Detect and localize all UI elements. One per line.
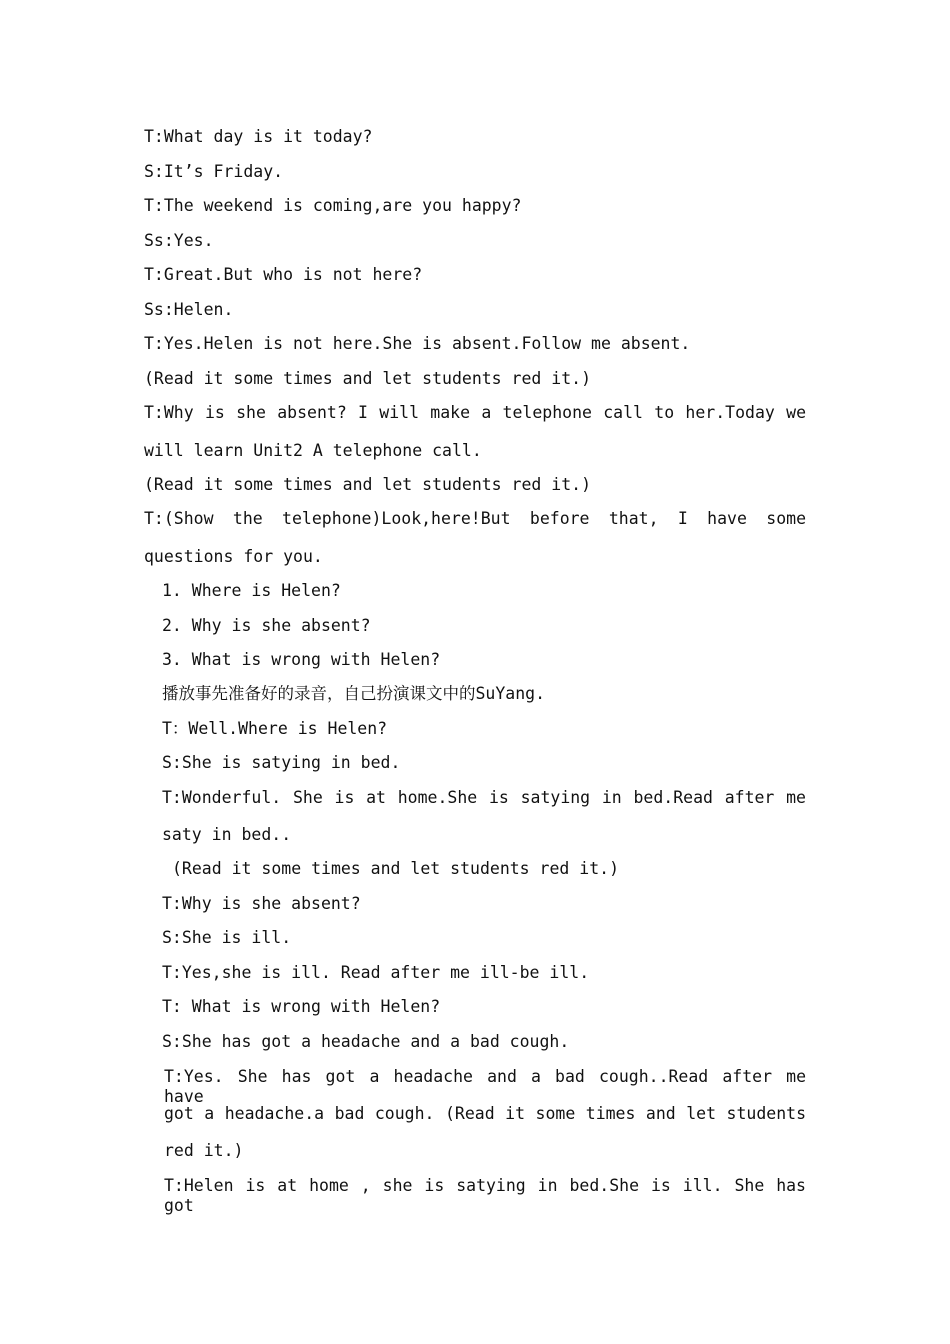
text-line: Ss:Yes. (144, 231, 214, 250)
text-line: (Read it some times and let students red it.) (144, 369, 592, 388)
text-line: T: What is wrong with Helen? (162, 997, 441, 1016)
text-line: T:Yes.Helen is not here.She is absent.Follow me absent. (144, 334, 691, 353)
list-item: 1. Where is Helen? (162, 581, 341, 600)
text-line: 播放事先准备好的录音，自己扮演课文中的SuYang. (162, 684, 546, 703)
list-item: 3. What is wrong with Helen? (162, 650, 441, 669)
list-item: 2. Why is she absent? (162, 616, 371, 635)
text-line: T:What day is it today? (144, 127, 373, 146)
text-line: T:The weekend is coming,are you happy? (144, 196, 522, 215)
text-line: Ss:Helen. (144, 300, 234, 319)
text-line: T:Wonderful. She is at home.She is satying in bed.Read after me (162, 788, 806, 807)
text-line: S:It’s Friday. (144, 162, 284, 181)
text-line: red it.) (164, 1141, 244, 1160)
text-line: S:She has got a headache and a bad cough. (162, 1032, 570, 1051)
text-line: T：Well.Where is Helen? (162, 719, 388, 738)
text-line: questions for you. (144, 547, 323, 566)
text-line: saty in bed.. (162, 825, 292, 844)
text-line: T:Yes,she is ill. Read after me ill-be ill. (162, 963, 590, 982)
text-line: T:Helen is at home , she is satying in bed.She is ill. She has got (164, 1176, 806, 1215)
text-line: S:She is satying in bed. (162, 753, 401, 772)
text-line: S:She is ill. (162, 928, 292, 947)
text-line: will learn Unit2 A telephone call. (144, 441, 482, 460)
text-line: T:Why is she absent? I will make a telephone call to her.Today we (144, 403, 806, 422)
text-line: T:Great.But who is not here? (144, 265, 423, 284)
text-line: T:Yes. She has got a headache and a bad cough..Read after me have (164, 1067, 806, 1106)
text-line: got a headache.a bad cough. (Read it some times and let students (164, 1104, 806, 1123)
text-line: (Read it some times and let students red it.) (172, 859, 620, 878)
text-line: T:(Show the telephone)Look,here!But before that, I have some (144, 509, 806, 528)
text-line: (Read it some times and let students red it.) (144, 475, 592, 494)
text-line: T:Why is she absent? (162, 894, 361, 913)
